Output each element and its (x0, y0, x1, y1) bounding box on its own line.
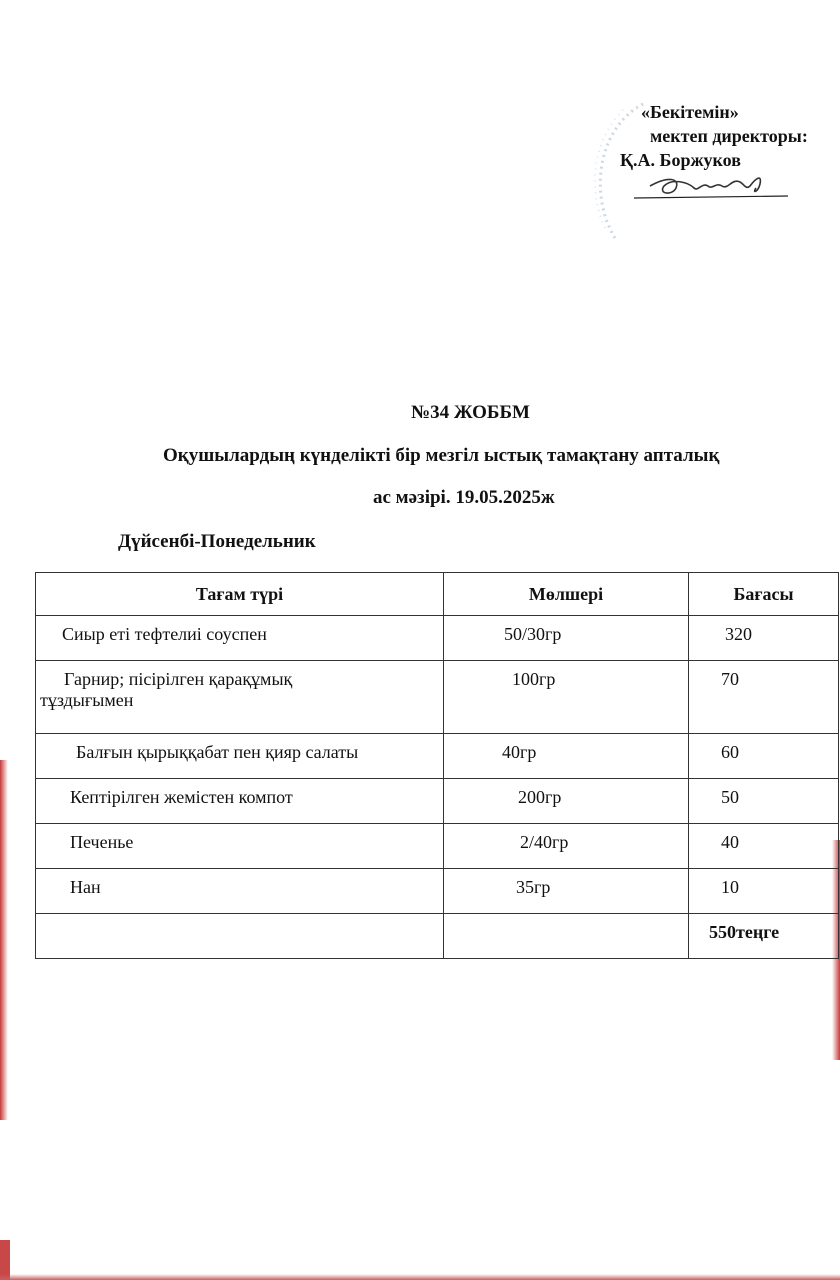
table-row (36, 779, 839, 824)
empty-cell (36, 914, 444, 959)
approval-title: «Бекітемін» (641, 102, 739, 122)
menu-title-line2: ас мәзірі. 19.05.2025ж (373, 487, 555, 508)
dish-price: 40 (721, 832, 739, 852)
dish-amount: 2/40гр (520, 832, 569, 852)
column-header-amount: Мөлшері (444, 573, 689, 616)
table-row (36, 661, 839, 734)
dish-name: Нан (70, 877, 101, 897)
dish-price: 60 (721, 742, 739, 762)
dish-amount: 40гр (502, 742, 537, 762)
scan-edge-left (0, 760, 8, 1120)
day-label: Дүйсенбі-Понедельник (118, 531, 316, 552)
dish-amount: 100гр (512, 669, 556, 689)
dish-amount: 35гр (516, 877, 551, 897)
empty-cell (444, 914, 689, 959)
table-row (36, 824, 839, 869)
approval-position: мектеп директоры: (650, 126, 808, 146)
scan-edge-bottom (0, 1274, 840, 1280)
dish-name: Кептірілген жемістен компот (70, 787, 293, 807)
signature-icon (628, 168, 798, 208)
table-header-row (36, 573, 839, 616)
column-header-price: Бағасы (689, 573, 839, 616)
table-total-row (36, 914, 839, 959)
dish-amount: 200гр (518, 787, 562, 807)
column-header-dish: Тағам түрі (36, 573, 444, 616)
dish-price: 50 (721, 787, 739, 807)
dish-name: Гарнир; пісірілген қарақұмық (64, 669, 293, 689)
menu-title-line1: Оқушылардың күнделікті бір мезгіл ыстық тамақтану апталық (163, 445, 720, 466)
dish-name: Балғын қырыққабат пен қияр салаты (76, 742, 359, 762)
table-row (36, 616, 839, 661)
dish-amount: 50/30гр (504, 624, 562, 644)
total-price: 550теңге (709, 922, 780, 942)
dish-name-continued: тұздығымен (40, 690, 134, 710)
dish-name: Печенье (70, 832, 134, 852)
menu-table (35, 572, 839, 959)
dish-price: 320 (725, 624, 752, 644)
dish-name: Сиыр еті тефтелиі соуспен (62, 624, 267, 644)
table-row (36, 734, 839, 779)
dish-price: 10 (721, 877, 739, 897)
table-row (36, 869, 839, 914)
school-name: №34 ЖОББМ (411, 402, 530, 423)
dish-price: 70 (721, 669, 739, 689)
approval-director-name: Қ.А. Боржуков (620, 150, 741, 170)
